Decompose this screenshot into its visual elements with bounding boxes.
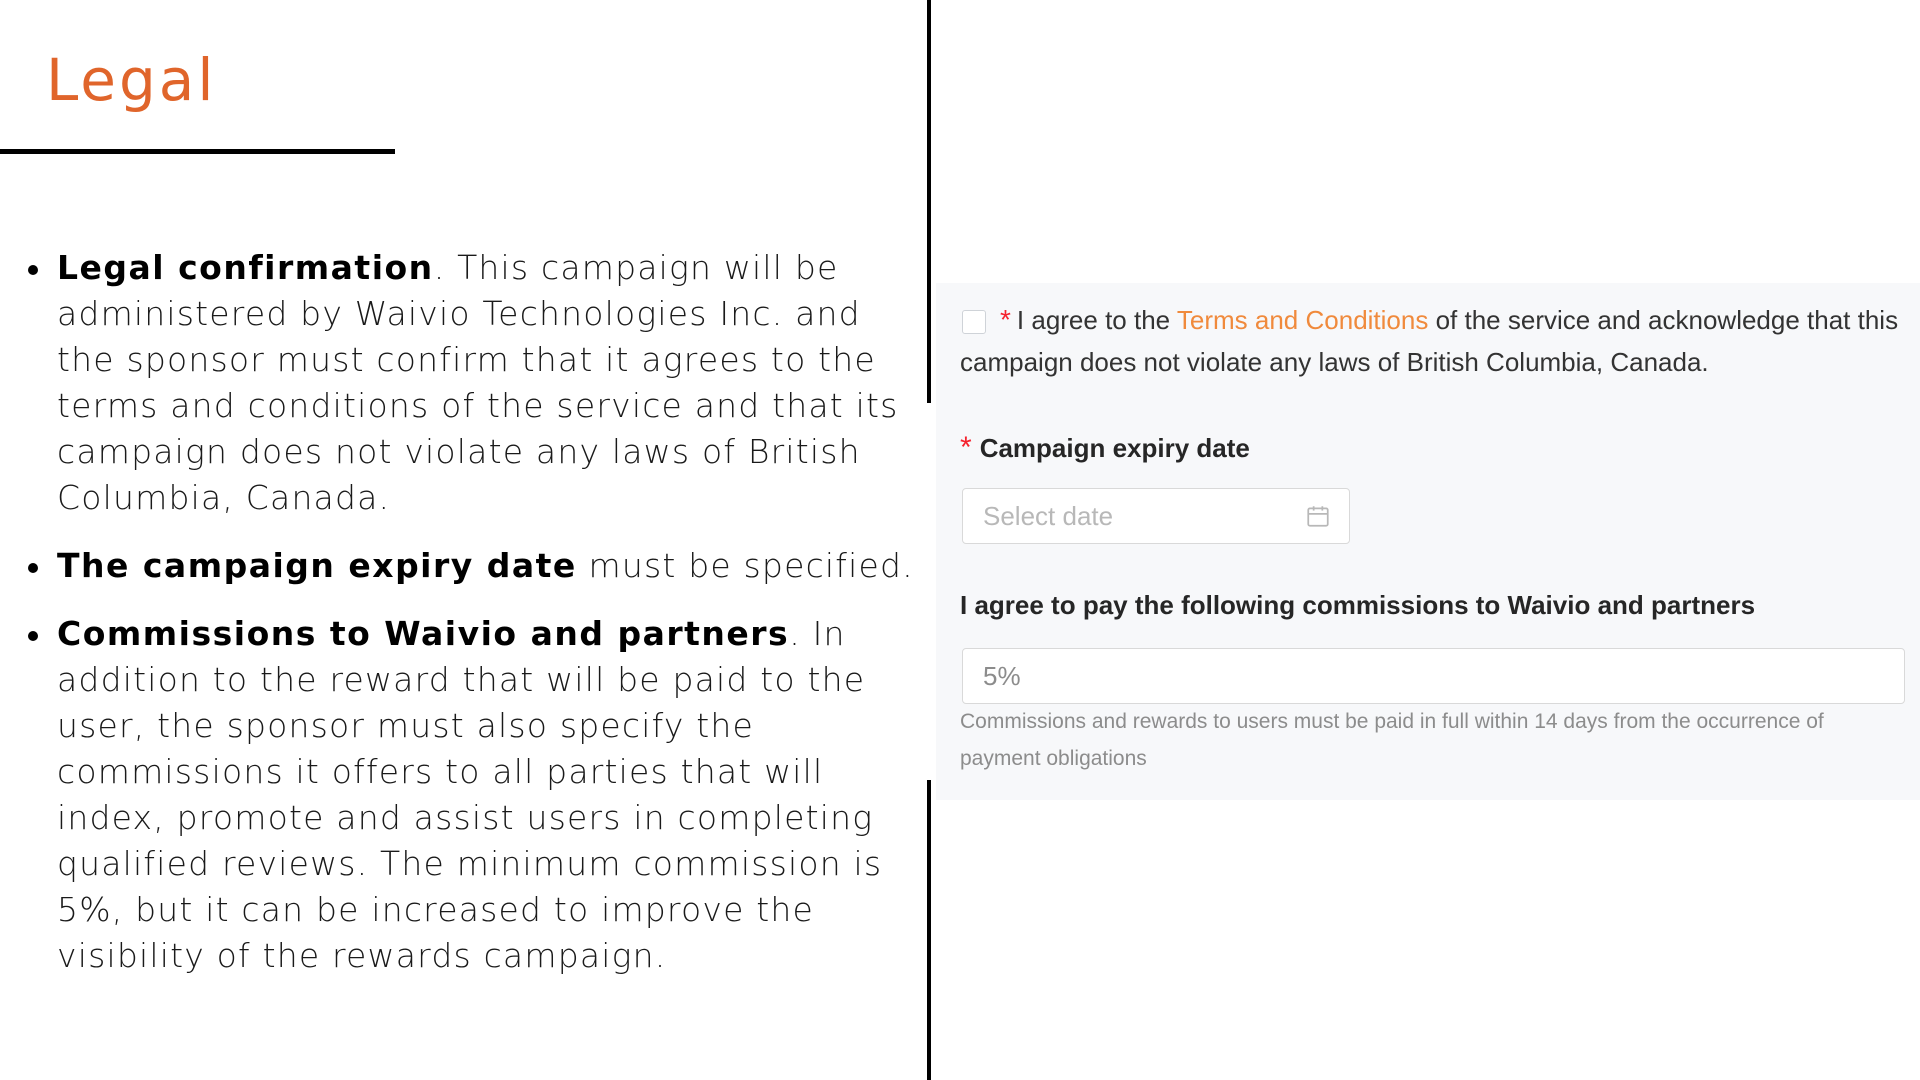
required-marker: * [960, 431, 972, 464]
agree-prefix: I agree to the [1016, 305, 1177, 335]
commissions-input[interactable] [962, 648, 1905, 704]
expiry-date-label-text: Campaign expiry date [979, 433, 1250, 463]
terms-agreement-checkbox[interactable] [962, 310, 986, 334]
required-marker: * [1000, 304, 1011, 335]
bullet-commissions [22, 611, 922, 979]
terms-and-conditions-link[interactable]: Terms and Conditions [1176, 305, 1429, 335]
slide-title: Legal [46, 46, 217, 114]
title-underline [0, 149, 395, 154]
bullet-heading: Commissions to Waivio and partners [57, 614, 790, 653]
bullet-heading: Legal confirmation [57, 248, 434, 287]
campaign-legal-form [936, 283, 1920, 800]
bullet-body: must be specified. [576, 546, 914, 585]
bullet-expiry-date [22, 543, 922, 589]
agree-suffix: of the service and acknowledge that this campaign does not violate any laws of British Columbia, Canada. [960, 305, 1899, 377]
expiry-date-placeholder: Select date [983, 500, 1114, 531]
bullet-legal-confirmation [22, 245, 922, 521]
bullet-body: . This campaign will be administered by Waivio Technologies Inc. and the sponsor must confirm that it agrees to the terms and conditions of the service and that its campaign does not violate any laws of British Columbia, Canada. [57, 248, 899, 517]
bullet-heading: The campaign expiry date [57, 546, 577, 585]
commissions-help-text: Commissions and rewards to users must be paid in full within 14 days from the occurrence of payment obligations [960, 710, 1824, 770]
expiry-date-label [960, 431, 1250, 465]
vertical-divider-top [927, 0, 931, 403]
bullet-body: . In addition to the reward that will be paid to the user, the sponsor must also specify the commissions it offers to all parties that will index, promote and assist users in completing qualified reviews. The minimum commission is 5%, but it can be increased to improve the visibility of the rewards campaign. [57, 614, 883, 975]
vertical-divider-bottom [927, 780, 931, 1080]
terms-agreement-text [960, 299, 1910, 383]
bullet-list [22, 245, 922, 1001]
commissions-label: I agree to pay the following commissions to Waivio and partners [960, 590, 1756, 620]
expiry-date-picker[interactable] [962, 488, 1350, 544]
commissions-value: 5% [983, 660, 1021, 691]
calendar-icon [1305, 503, 1331, 529]
